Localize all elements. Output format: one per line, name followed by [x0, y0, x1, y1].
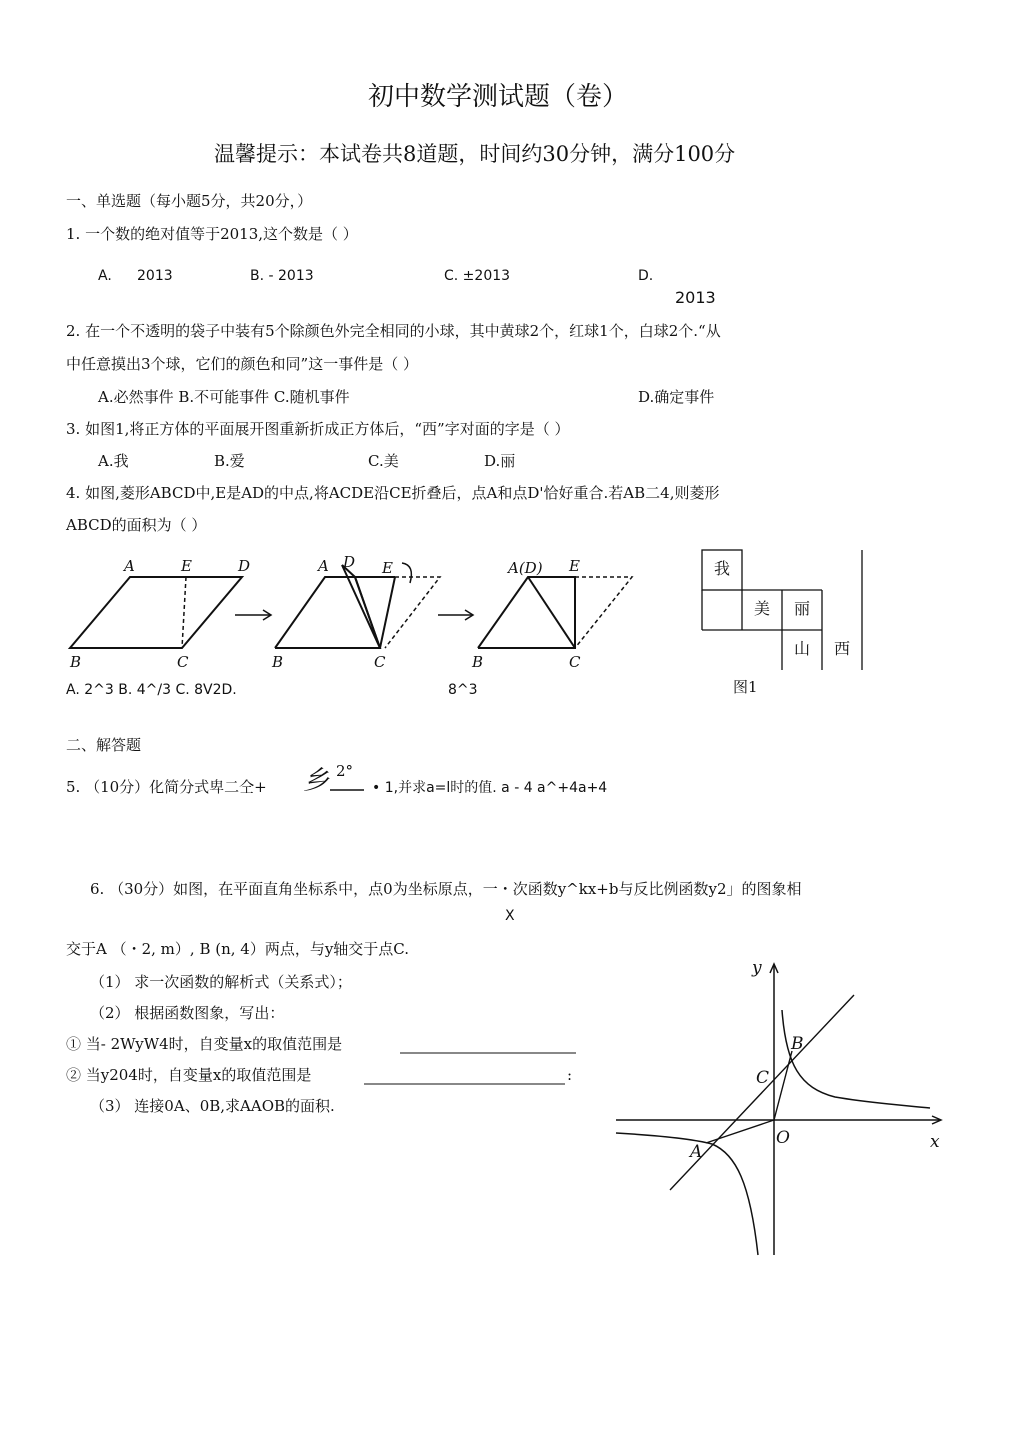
label-b-2: B — [272, 653, 284, 671]
q6-sub2-b-end: : — [567, 1066, 573, 1084]
hyperbola-branch-2 — [616, 1133, 758, 1255]
rhombus-abcd — [70, 577, 242, 648]
net-cell-wo: 我 — [713, 559, 730, 578]
q1-option-c: C. ±2013 — [444, 268, 511, 284]
point-b-label: B — [791, 1034, 804, 1054]
origin-label: O — [776, 1128, 790, 1148]
label-e-3: E — [569, 557, 580, 575]
q6-sub3: （3） 连接0A、0B,求AAOB的面积. — [90, 1097, 335, 1115]
label-b-1: B — [70, 653, 82, 671]
q2-option-d: D.确定事件 — [638, 388, 715, 406]
label-c-2: C — [374, 653, 386, 671]
q5-fraction-scrawl: 乡 — [303, 766, 330, 796]
q6-line2: 交于A （・2, m）, B (n, 4）两点，与y轴交于点C. — [66, 940, 410, 958]
q6-sub2-a-blank — [400, 1052, 580, 1056]
q3-option-c: C.美 — [368, 452, 399, 470]
label-ad-3: A(D) — [508, 559, 543, 577]
hyperbola-branch-1 — [782, 1010, 930, 1108]
q1-option-b: B. - 2013 — [250, 268, 314, 284]
label-c-1: C — [177, 653, 189, 671]
q6-sub1: （1） 求一次函数的解析式（关系式）； — [90, 973, 352, 991]
q6-sub2-b-blank — [364, 1083, 574, 1087]
point-c-label: C — [756, 1068, 770, 1088]
q1-option-d-value: 2013 — [675, 288, 716, 307]
net-cell-mei: 美 — [753, 599, 770, 618]
label-a-1: A — [124, 557, 135, 575]
segment-ob — [774, 1051, 792, 1120]
q1-option-a-label: A. — [98, 268, 112, 284]
net-caption: 图1 — [733, 678, 758, 696]
q5-part1: 5. （10分）化简分式卑二仝+ — [66, 778, 267, 796]
ec-dashed-line — [182, 577, 186, 648]
q5-fraction-top: 2° — [336, 762, 354, 780]
q6-line1: 6. （30分）如图，在平面直角坐标系中，点0为坐标原点，一・次函数y^kx+b与反比例函数y2」的图象相 — [90, 880, 802, 898]
net-cell-shan: 山 — [793, 639, 810, 658]
label-e-1: E — [181, 557, 192, 575]
rhombus-fold-figure — [60, 555, 660, 680]
section2-heading: 二、解答题 — [66, 736, 142, 754]
q6-sub2-a: ① 当- 2WyW4时，自变量x的取值范围是 — [66, 1035, 343, 1053]
q5-part2: • 1,并求a=l时的值. a - 4 a^+4a+4 — [372, 780, 608, 796]
q5-fraction-bar — [330, 788, 370, 792]
q6-sub2-b: ② 当y204时，自变量x的取值范围是 — [66, 1066, 312, 1084]
page-subtitle: 温馨提示：本试卷共8道题，时间约30分钟，满分100分 — [214, 142, 736, 166]
q4-line1: 4. 如图,菱形ABCD中,E是AD的中点,将ACDE沿CE折叠后，点A和点D'恰好重合.若AB二4,则菱形 — [66, 484, 720, 502]
q6-x-mark: X — [505, 908, 515, 924]
label-e-2: E — [382, 559, 393, 577]
label-d-2: D — [343, 553, 356, 571]
q3-option-b: B.爱 — [214, 452, 245, 470]
q1-stem: 1. 一个数的绝对值等于2013,这个数是（ ） — [66, 225, 358, 243]
q1-option-d-label: D. — [638, 268, 654, 284]
q2-line1: 2. 在一个不透明的袋子中装有5个除颜色外完全相同的小球，其中黄球2个，红球1个，白球2个.“从 — [66, 322, 721, 340]
label-b-3: B — [472, 653, 484, 671]
x-axis-label: x — [930, 1132, 940, 1152]
coordinate-graph — [610, 955, 970, 1265]
q1-option-a-value: 2013 — [137, 268, 173, 284]
q6-sub2: （2） 根据函数图象，写出： — [90, 1004, 285, 1022]
section1-heading: 一、单选题（每小题5分，共20分，） — [66, 192, 313, 210]
q2-line2: 中任意摸出3个球，它们的颜色和同”这一事件是（ ） — [66, 355, 418, 373]
q4-option-d: 8^3 — [448, 682, 478, 698]
net-cell-li: 丽 — [793, 599, 810, 618]
y-axis-label: y — [752, 958, 762, 978]
label-d-1: D — [238, 557, 251, 575]
segment-oa — [706, 1120, 774, 1143]
q2-options-abc: A.必然事件 B.不可能事件 C.随机事件 — [98, 388, 350, 406]
q3-option-a: A.我 — [98, 452, 129, 470]
label-c-3: C — [569, 653, 581, 671]
folded-shape — [478, 577, 575, 648]
page-title: 初中数学测试题（卷） — [368, 82, 629, 112]
q4-line2: ABCD的面积为（ ） — [66, 516, 207, 534]
point-a-label: A — [690, 1142, 703, 1162]
label-a-2: A — [318, 557, 329, 575]
q4-options-abc: A. 2^3 B. 4^/3 C. 8V2D. — [66, 682, 237, 698]
net-cell-xi: 西 — [833, 639, 850, 658]
q3-option-d: D.丽 — [484, 452, 516, 470]
q3-stem: 3. 如图1,将正方体的平面展开图重新折成正方体后，“西”字对面的字是（ ） — [66, 420, 570, 438]
